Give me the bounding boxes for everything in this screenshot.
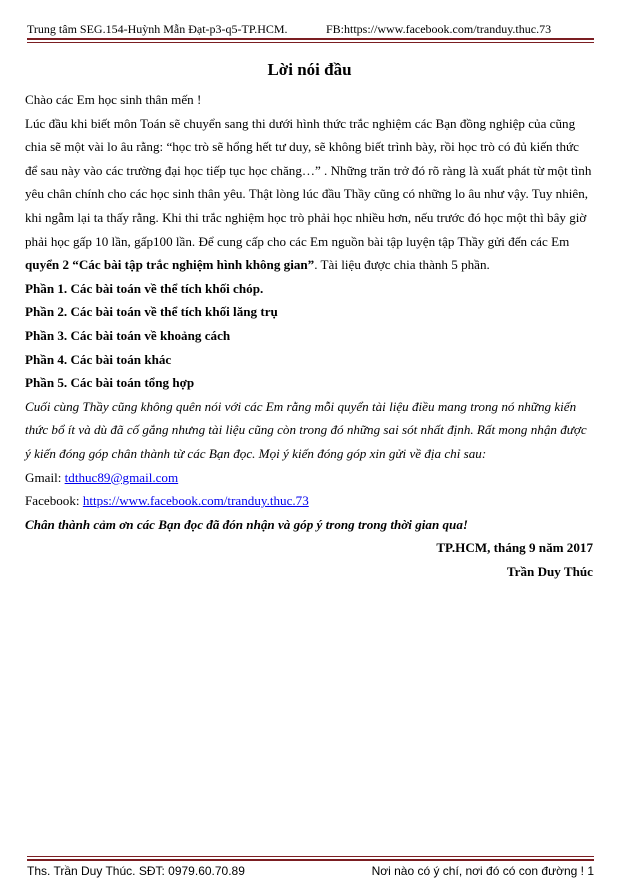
- header-right-text: FB:https://www.facebook.com/tranduy.thuc.73: [326, 22, 552, 36]
- gmail-label: Gmail:: [25, 469, 65, 485]
- footer-rule-thin: [27, 856, 594, 857]
- footer-right-text: Nơi nào có ý chí, nơi đó có con đường ! 1: [371, 864, 594, 878]
- header-left-text: Trung tâm SEG.154-Huỳnh Mẫn Đạt-p3-q5-TP.HCM.: [27, 22, 288, 36]
- page-title: Lời nói đầu: [267, 60, 352, 79]
- gmail-link[interactable]: tdthuc89@gmail.com: [64, 469, 179, 485]
- book-title: quyển 2 “Các bài tập trắc nghiệm hình không gian”: [25, 257, 315, 273]
- page-header: [27, 22, 594, 38]
- date-line: TP.HCM, tháng 9 năm 2017: [436, 540, 593, 556]
- part-item: Phần 3. Các bài toán về khoảng cách: [25, 327, 231, 343]
- part-item: Phần 5. Các bài toán tổng hợp: [25, 375, 195, 391]
- facebook-label: Facebook:: [25, 493, 83, 509]
- footer-rule-thick: [27, 859, 594, 861]
- gmail-line: [25, 466, 593, 490]
- part-item: Phần 1. Các bài toán về thể tích khối chóp.: [25, 280, 264, 296]
- part-item: Phần 2. Các bài toán về thể tích khối lăng trụ: [25, 304, 278, 320]
- intro-end-text: . Tài liệu được chia thành 5 phần.: [314, 257, 490, 273]
- facebook-link[interactable]: https://www.facebook.com/tranduy.thuc.73: [82, 493, 309, 509]
- closing-paragraph: Cuối cùng Thầy cũng không quên nói với các Em rằng mỗi quyển tài liệu điều mang trong nó những kiến thức bổ ít và dù đã cố gắng nhưng tài liệu cũng còn trong đó những sai sót nhất định. Rất mong nhận được ý kiến đóng góp chân thành từ các Bạn đọc. Mọi ý kiến đóng góp xin gửi về địa chỉ sau:: [25, 398, 587, 461]
- signature: Trần Duy Thúc: [506, 563, 593, 579]
- part-item: Phần 4. Các bài toán khác: [25, 351, 172, 367]
- footer-left-text: Ths. Trần Duy Thúc. SĐT: 0979.60.70.89: [27, 864, 245, 878]
- document-body: [25, 88, 593, 583]
- intro-paragraph: [25, 112, 593, 277]
- header-rule-thick: [27, 38, 594, 40]
- intro-text: Lúc đầu khi biết môn Toán sẽ chuyển sang thi dưới hình thức trắc nghiệm các Bạn đồng nghiệp của cũng chia sẽ một vài lo âu rằng: “học trò sẽ hổng hết tư duy, sẽ không biết trình bày, rồi học trò có đủ kiến thức để sau này vào các trường đại học tiếp tục học chăng…” . Những trăn trở đó rõ ràng là xuất phát từ một tình yêu chân chính cho các học sinh thân yêu. Thật lòng lúc đầu Thầy cũng có những lo âu như vậy. Tuy nhiên, khi ngẫm lại ta thấy rằng. Khi thi trắc nghiệm học trò phải học nhiều hơn, nếu trước đó học một thì bây giờ phải học gấp 10 lần, gấp100 lần. Để cung cấp cho các Em nguồn bài tập luyện tập Thầy gửi đến các Em: [25, 115, 592, 249]
- greeting: Chào các Em học sinh thân mến !: [25, 92, 202, 107]
- thanks-line: Chân thành cảm ơn các Bạn đọc đã đón nhận và góp ý trong trong thời gian qua!: [25, 516, 468, 532]
- header-rule-thin: [27, 42, 594, 43]
- facebook-line: [25, 489, 593, 513]
